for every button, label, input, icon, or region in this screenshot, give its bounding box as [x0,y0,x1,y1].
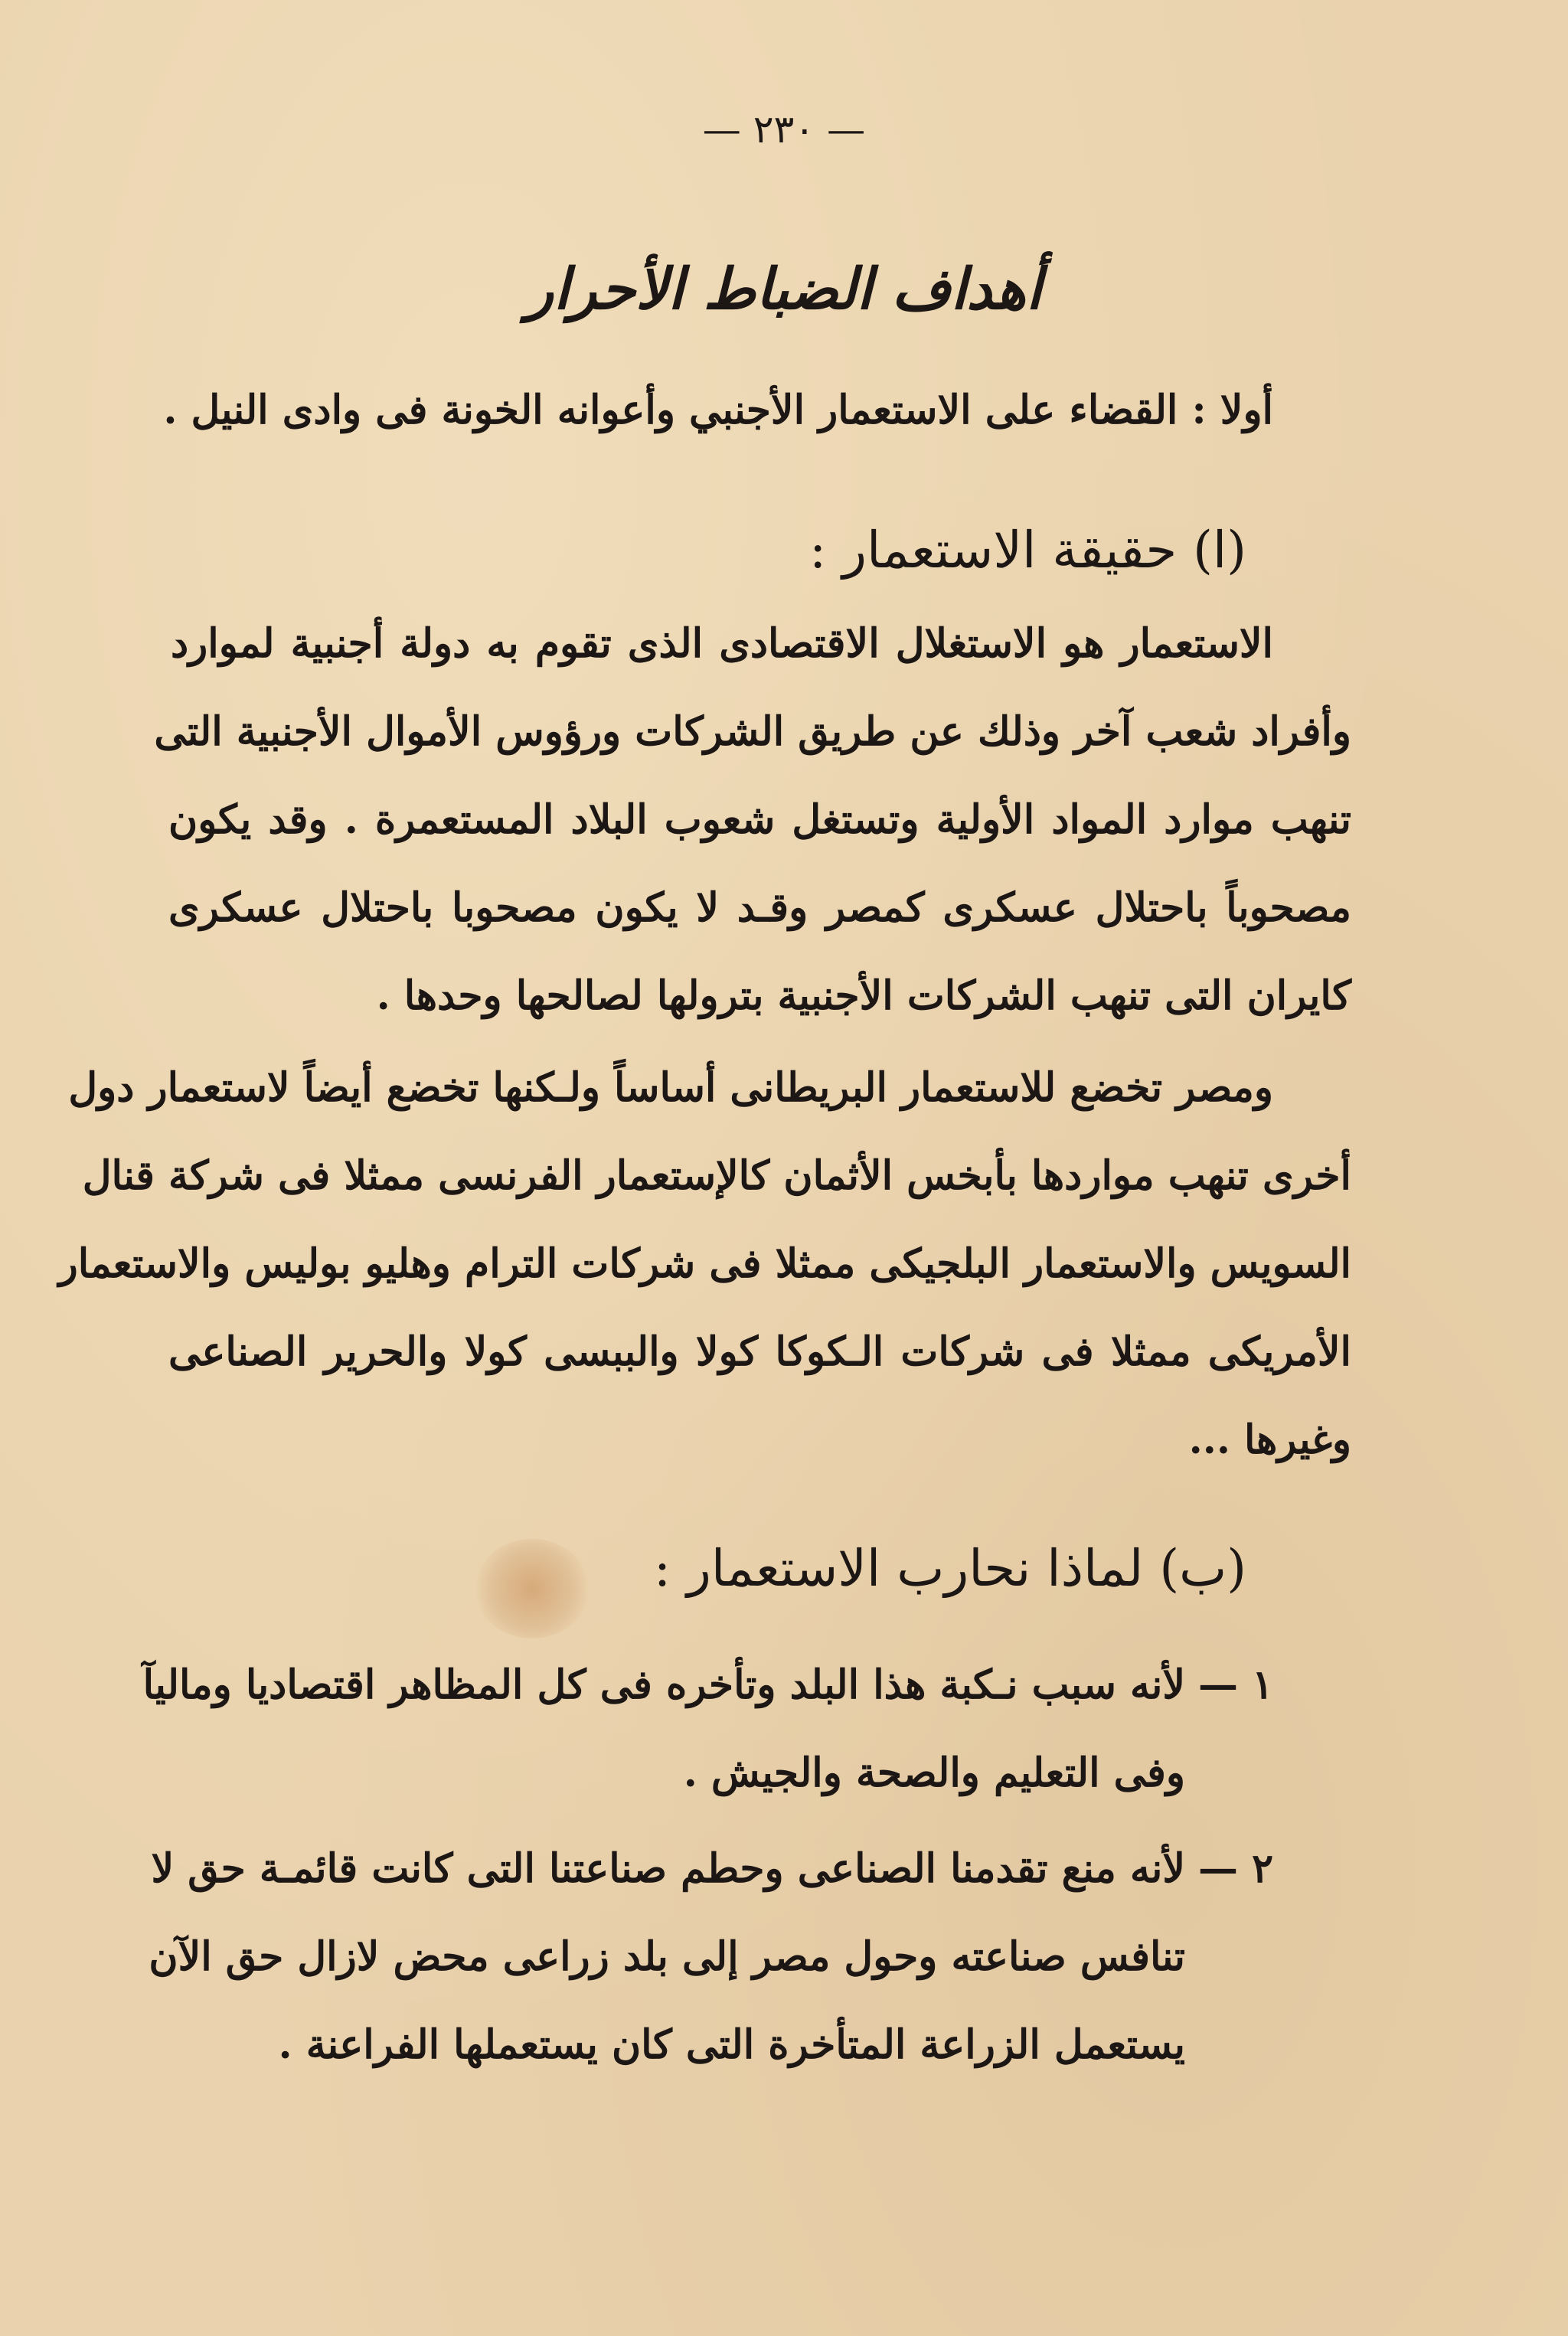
objective-1: أولا : القضاء على الاستعمار الأجنبي وأعوانه الخونة فى وادى النيل . [163,387,1273,433]
paragraph-line: السويس والاستعمار البلجيكى ممثلا فى شركات الترام وهليو بوليس والاستعمار [58,1240,1351,1287]
section-b-heading: (ب) لماذا نحارب الاستعمار : [653,1539,1246,1598]
list-number: ٢ — [1197,1845,1273,1892]
paragraph-line: مصحوباً باحتلال عسكرى كمصر وقـد لا يكون مصحوبا باحتلال عسكرى [168,884,1351,931]
paragraph-line: وأفراد شعب آخر وذلك عن طريق الشركات ورؤوس الأموال الأجنبية التى [154,708,1351,755]
paragraph-line: الاستعمار هو الاستغلال الاقتصادى الذى تقوم به دولة أجنبية لموارد [171,620,1273,667]
paragraph-line: تنهب موارد المواد الأولية وتستغل شعوب البلاد المستعمرة . وقد يكون [168,796,1351,843]
paragraph-line: ومصر تخضع للاستعمار البريطانى أساساً ولـكنها تخضع أيضاً لاستعمار دول [68,1064,1273,1111]
paragraph-line: كايران التى تنهب الشركات الأجنبية بترولها لصالحها وحدها . [376,972,1351,1019]
page-title: أهداف الضباط الأحرار [526,256,1042,322]
list-item-line: وفى التعليم والصحة والجيش . [683,1750,1185,1796]
paragraph-line: الأمريكى ممثلا فى شركات الـكوكا كولا والببسى كولا والحرير الصناعى [168,1328,1351,1375]
paragraph-line: أخرى تنهب مواردها بأبخس الأثمان كالإستعمار الفرنسى ممثلا فى شركة قنال [82,1152,1351,1199]
list-item-line: تنافس صناعته وحول مصر إلى بلد زراعى محض لازال حق الآن [149,1933,1185,1980]
list-item-line: لأنه منع تقدمنا الصناعى وحطم صناعتنا التى كانت قائمـة حق لا [151,1845,1185,1892]
section-a-heading: (ا) حقيقة الاستعمار : [808,521,1246,580]
list-item-line: لأنه سبب نـكبة هذا البلد وتأخره فى كل المظاهر اقتصاديا وماليآ [142,1661,1185,1708]
list-number: ١ — [1197,1661,1273,1708]
paper-stain [475,1539,590,1638]
paragraph-line: وغيرها ... [1188,1416,1351,1463]
page-number: — ٢٣٠ — [702,107,866,152]
list-item-line: يستعمل الزراعة المتأخرة التى كان يستعملها الفراعنة . [278,2021,1185,2068]
